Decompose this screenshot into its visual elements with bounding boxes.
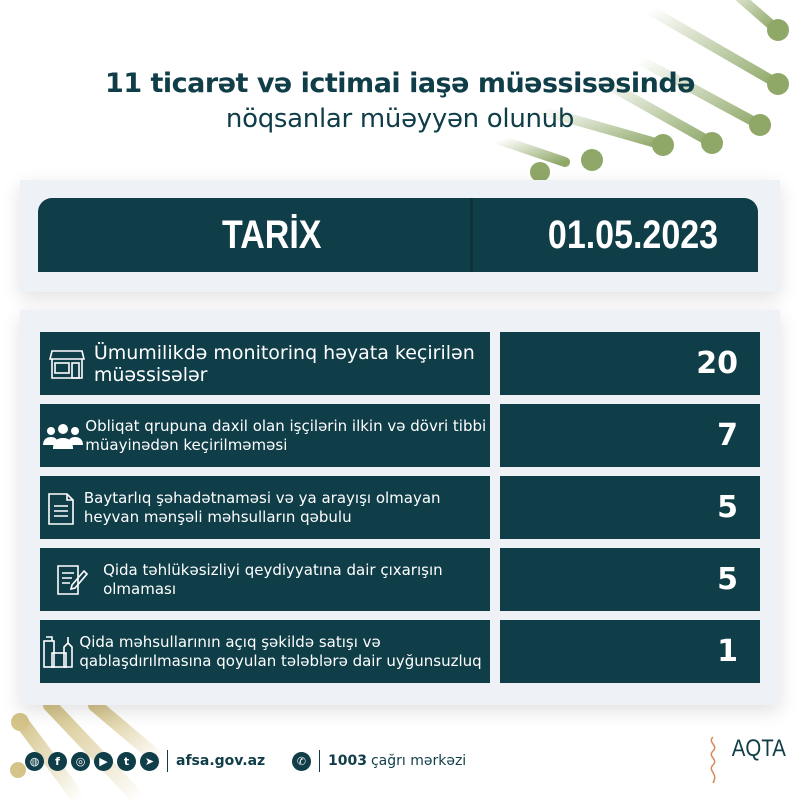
date-value: 01.05.2023: [547, 212, 719, 257]
aqta-logo: [705, 735, 791, 785]
phone-icon: ✆: [292, 752, 311, 771]
logo-text: AQTA: [731, 735, 786, 762]
stat-value: 5: [500, 476, 760, 539]
stats-panel: [20, 310, 780, 705]
document-icon: [40, 490, 84, 526]
date-label: TARİX: [73, 198, 473, 272]
phone-number: 1003: [328, 753, 367, 769]
subheadline: nöqsanlar müəyyən olunub: [225, 104, 575, 134]
stat-row: [40, 332, 760, 395]
divider: [167, 750, 168, 772]
telegram-icon[interactable]: ➤: [140, 752, 159, 771]
stat-label: Qida təhlükəsizliyi qeydiyyatına dair çıxarışın olmaması: [103, 560, 443, 598]
store-icon: [40, 348, 94, 380]
stat-label: Ümumilikdə monitorinq həyata keçirilən müəssisələr: [93, 341, 475, 386]
social-links: [25, 750, 265, 772]
wheat-icon: [705, 735, 721, 785]
stat-value: 5: [500, 548, 760, 611]
stat-row: [40, 404, 760, 467]
stat-label: Qida məhsullarının açıq şəkildə satışı və qablaşdırılmasına qoyulan tələblərə dair uyğunsuzluq: [79, 632, 482, 670]
divider: [319, 750, 320, 772]
youtube-icon[interactable]: ▶: [94, 752, 113, 771]
phone-label: çağrı mərkəzi: [370, 753, 467, 769]
food-products-icon: [40, 635, 79, 669]
stat-value: 1: [500, 620, 760, 683]
call-center: [292, 750, 466, 772]
stat-row: [40, 548, 760, 611]
stat-label: Obliqat qrupuna daxil olan işçilərin ilkin və dövri tibbi müayinədən keçirilməməsi: [85, 416, 487, 454]
document-pen-icon: [40, 563, 103, 597]
facebook-icon[interactable]: f: [48, 752, 67, 771]
people-group-icon: [40, 423, 85, 449]
globe-icon[interactable]: ◍: [25, 752, 44, 771]
stat-row: [40, 620, 760, 683]
twitter-icon[interactable]: t: [117, 752, 136, 771]
stat-label: Baytarlıq şəhadətnaməsi və ya arayışı olmayan heyvan mənşəli məhsulların qəbulu: [83, 488, 441, 526]
headline: 11 ticarət və ictimai iaşə müəssisəsində: [105, 68, 695, 99]
date-panel: [20, 180, 780, 292]
instagram-icon[interactable]: ◎: [71, 752, 90, 771]
date-banner: [38, 198, 758, 272]
stat-row: [40, 476, 760, 539]
website-link[interactable]: afsa.gov.az: [176, 753, 266, 769]
stat-value: 20: [500, 332, 760, 395]
stat-value: 7: [500, 404, 760, 467]
